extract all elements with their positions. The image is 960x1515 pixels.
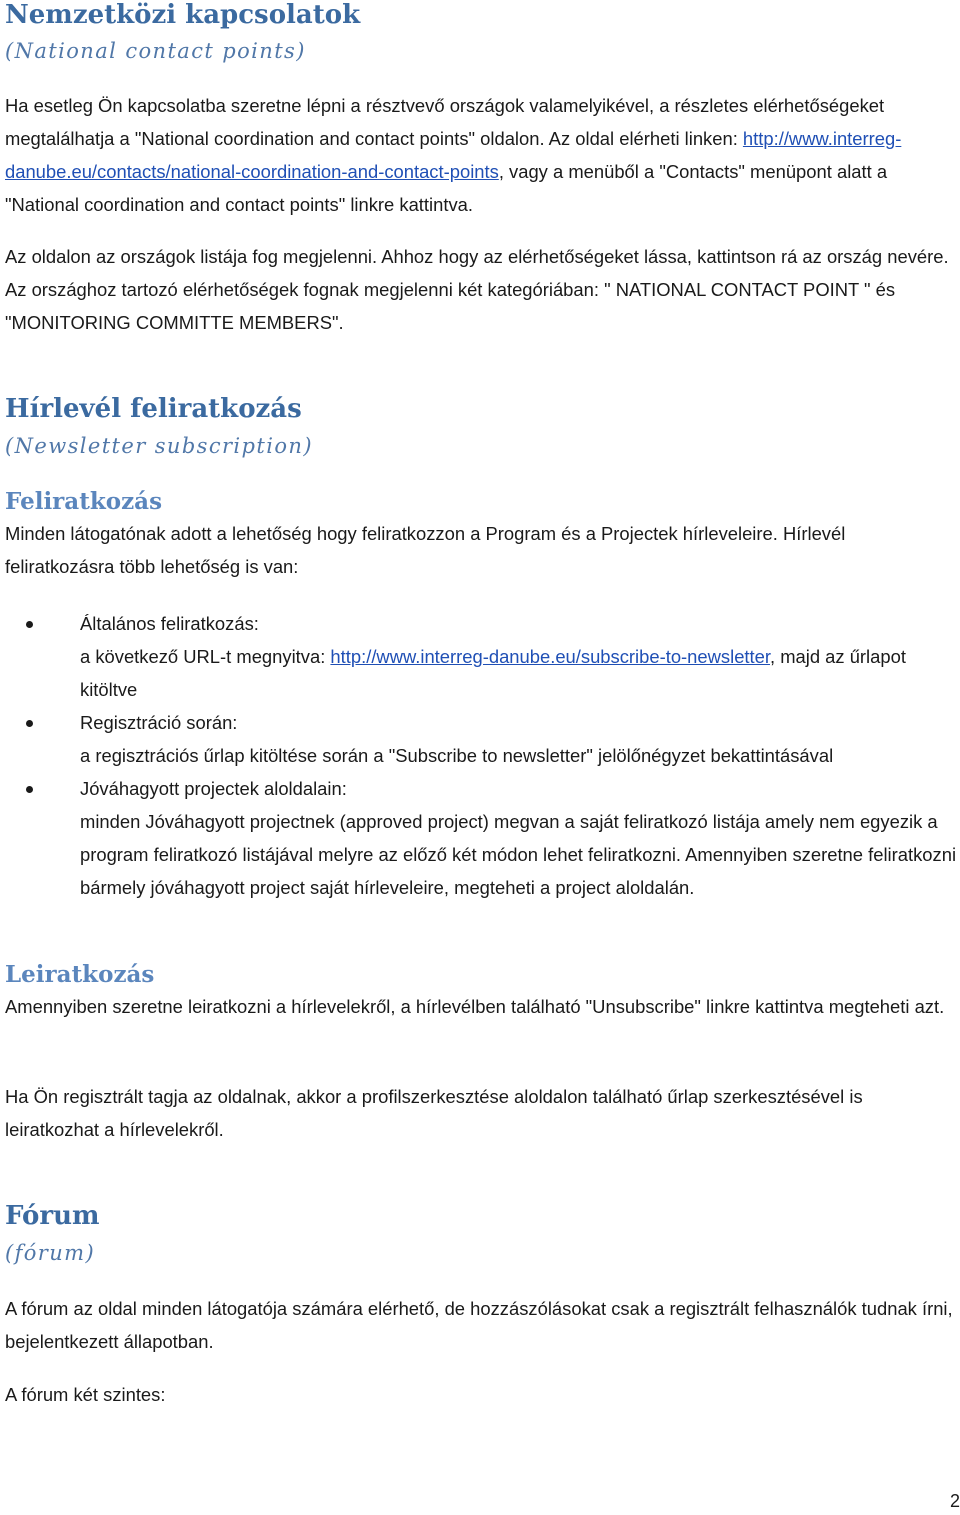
list-item — [5, 607, 957, 706]
subsection-title: Feliratkozás — [5, 488, 163, 515]
section-title: Fórum — [5, 1201, 100, 1231]
page-number: 2 — [949, 1491, 960, 1511]
list-item-text: a regisztrációs űrlap kitöltése során a "Subscribe to newsletter" jelölőnégyzet bekattintásával — [80, 745, 834, 766]
section-subtitle: (National contact points) — [5, 39, 306, 63]
list-item-text: a következő URL-t megnyitva: — [80, 646, 331, 667]
bullet-icon — [26, 720, 33, 727]
newsletter-link[interactable]: http://www.interreg-danube.eu/subscribe-to-newsletter — [330, 646, 770, 667]
list-item-label: Általános feliratkozás: — [80, 613, 259, 634]
subsection-unsubscribe — [5, 960, 957, 1023]
bullet-list — [5, 607, 957, 904]
paragraph-text: , vagy a menüből a "Contacts" menüpont alatt a "National coordination and contact points" linkre kattintva. — [5, 161, 888, 215]
paragraph — [5, 1292, 957, 1358]
list-item-label: Jóváhagyott projectek aloldalain: — [80, 778, 347, 799]
paragraph-text: Amennyiben szeretne leiratkozni a hírlevelekről, a hírlevélben található "Unsubscribe" linkre kattintva megteheti azt. — [5, 996, 945, 1017]
paragraph — [5, 240, 957, 339]
bullet-icon — [26, 786, 33, 793]
subsection-subscribe — [5, 487, 957, 583]
section-title: Nemzetközi kapcsolatok — [5, 0, 361, 30]
section-newsletter — [5, 394, 957, 461]
paragraph-text: Az oldalon az országok listája fog megjelenni. Ahhoz hogy az elérhetőségeket lássa, kattintson rá az ország nevére. Az országhoz tartozó elérhetőségek fognak megjelenni két kategóriában: " NATIONAL CONTACT POINT " és "MONITORING COMMITTE MEMBERS". — [5, 246, 949, 333]
section-forum — [5, 1201, 957, 1268]
contacts-link[interactable]: http://www.interreg-danube.eu/contacts/national-coordination-and-contact-points — [5, 128, 902, 182]
section-title: Hírlevél feliratkozás — [5, 394, 302, 424]
list-item — [5, 706, 957, 772]
section-subtitle: (fórum) — [5, 1241, 96, 1265]
paragraph-text: Ha esetleg Ön kapcsolatba szeretne lépni a résztvevő országok valamelyikével, a részletes elérhetőségeket megtalálhatja a "National coordination and contact points" oldalon. Az oldal elérheti linken: — [5, 95, 885, 149]
paragraph-text: Ha Ön regisztrált tagja az oldalnak, akkor a profilszerkesztése aloldalon található űrlap szerkesztésével is leiratkozhat a hírlevelekről. — [5, 1086, 863, 1140]
list-item-label: Regisztráció során: — [80, 712, 238, 733]
bullet-icon — [26, 621, 33, 628]
paragraph-text: A fórum két szintes: — [5, 1384, 166, 1405]
paragraph-text: Minden látogatónak adott a lehetőség hogy feliratkozzon a Program és a Projectek hírleveleire. Hírlevél feliratkozásra több lehetőség is van: — [5, 523, 846, 577]
paragraph-text: A fórum az oldal minden látogatója számára elérhető, de hozzászólásokat csak a regisztrált felhasználók tudnak írni, bejelentkezett állapotban. — [5, 1298, 953, 1352]
section-subtitle: (Newsletter subscription) — [5, 434, 313, 458]
subsection-title: Leiratkozás — [5, 961, 155, 988]
paragraph — [5, 89, 957, 221]
list-item — [5, 772, 957, 904]
paragraph — [5, 1378, 957, 1411]
paragraph — [5, 1080, 957, 1146]
section-national-contacts — [5, 0, 957, 66]
list-item-text: minden Jóváhagyott projectnek (approved project) megvan a saját feliratkozó listája amely nem egyezik a program feliratkozó listájával melyre az előző két módon lehet feliratkozni. Amennyiben szeretne feliratkozni bármely jóváhagyott project saját hírleveleire, megteheti a project aloldalán. — [80, 811, 957, 898]
list-item-text: , majd az űrlapot kitöltve — [80, 646, 906, 700]
